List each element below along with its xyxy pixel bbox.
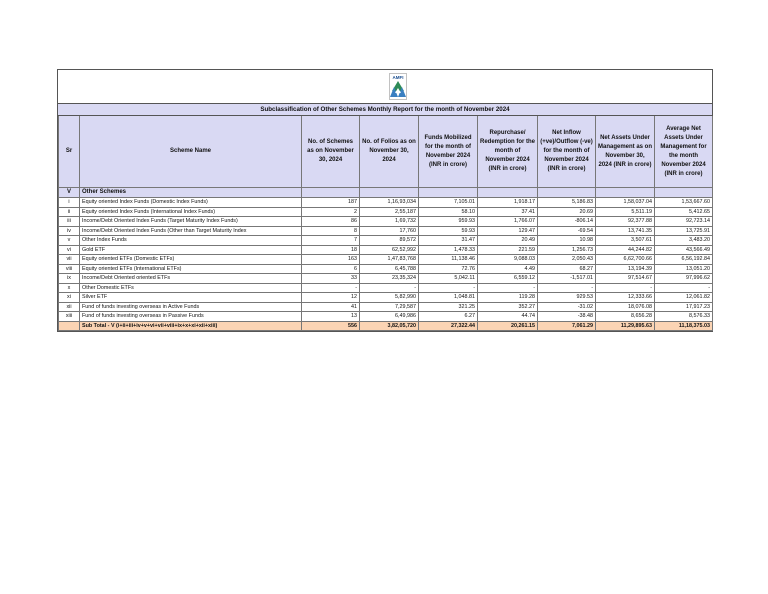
row-avg-aum: 1,53,667.60	[655, 198, 713, 208]
row-mobilized: 11,138.46	[419, 255, 478, 265]
row-net-aum: 97,514.67	[596, 274, 655, 284]
row-redemption: 44.74	[478, 312, 538, 322]
row-mobilized: 321.25	[419, 302, 478, 312]
report-sheet	[57, 69, 713, 332]
row-net-aum: 13,194.39	[596, 264, 655, 274]
row-mobilized: 27,322.44	[419, 321, 478, 331]
row-sr: vii	[59, 255, 80, 265]
row-scheme-name: Silver ETF	[80, 293, 302, 303]
row-avg-aum: 97,996.62	[655, 274, 713, 284]
row-net-aum: 44,244.82	[596, 245, 655, 255]
table-row	[59, 312, 713, 322]
row-net-flow: 7,061.29	[538, 321, 596, 331]
row-net-flow: -806.14	[538, 217, 596, 227]
row-net-aum: 12,333.66	[596, 293, 655, 303]
row-sr	[59, 321, 80, 331]
row-redemption: -	[478, 283, 538, 293]
table-row	[59, 283, 713, 293]
logo-row	[58, 70, 712, 104]
row-schemes: 6	[302, 264, 360, 274]
row-net-aum: 5,511.19	[596, 207, 655, 217]
row-folios: 1,47,83,768	[360, 255, 419, 265]
row-folios: 7,29,587	[360, 302, 419, 312]
header-row	[59, 116, 713, 188]
row-folios: 23,35,324	[360, 274, 419, 284]
row-folios: 89,572	[360, 236, 419, 246]
row-scheme-name: Equity oriented Index Funds (Domestic Index Funds)	[80, 198, 302, 208]
row-avg-aum: 6,56,192.84	[655, 255, 713, 265]
row-redemption: 37.41	[478, 207, 538, 217]
row-folios: 6,45,788	[360, 264, 419, 274]
row-scheme-name: Income/Debt Oriented oriented ETFs	[80, 274, 302, 284]
row-net-flow: 2,050.43	[538, 255, 596, 265]
row-schemes: 8	[302, 226, 360, 236]
row-avg-aum: 43,566.49	[655, 245, 713, 255]
row-scheme-name: Income/Debt Oriented Index Funds (Other than Target Maturity Index	[80, 226, 302, 236]
row-avg-aum: 13,725.91	[655, 226, 713, 236]
row-scheme-name: Income/Debt Oriented Index Funds (Target Maturity Index Funds)	[80, 217, 302, 227]
row-redemption: 1,766.07	[478, 217, 538, 227]
table-row	[59, 217, 713, 227]
report-title: Subclassification of Other Schemes Monthly Report for the month of November 2024	[58, 104, 712, 116]
row-redemption: 4.49	[478, 264, 538, 274]
row-avg-aum: 8,576.33	[655, 312, 713, 322]
table-row	[59, 198, 713, 208]
table-row	[59, 207, 713, 217]
row-net-aum: 92,377.88	[596, 217, 655, 227]
col-header-schemes: No. of Schemes as on November 30, 2024	[302, 116, 360, 188]
row-schemes: 12	[302, 293, 360, 303]
row-schemes: 18	[302, 245, 360, 255]
row-folios: 2,55,187	[360, 207, 419, 217]
row-folios: 5,82,990	[360, 293, 419, 303]
table-row	[59, 245, 713, 255]
row-folios: 1,16,93,034	[360, 198, 419, 208]
section-name: Other Schemes	[80, 188, 302, 198]
row-net-flow: 68.27	[538, 264, 596, 274]
row-folios: 3,82,05,720	[360, 321, 419, 331]
row-sr: ii	[59, 207, 80, 217]
row-mobilized: 7,105.01	[419, 198, 478, 208]
row-sr: v	[59, 236, 80, 246]
row-sr: vi	[59, 245, 80, 255]
table-row	[59, 236, 713, 246]
col-header-net-aum: Net Assets Under Management as on November 30, 2024 (INR in crore)	[596, 116, 655, 188]
row-schemes: 41	[302, 302, 360, 312]
row-schemes: 187	[302, 198, 360, 208]
table-row	[59, 274, 713, 284]
section-row	[59, 188, 713, 198]
row-mobilized: 58.10	[419, 207, 478, 217]
row-net-flow: -38.48	[538, 312, 596, 322]
row-schemes: 13	[302, 312, 360, 322]
row-net-flow: -1,517.01	[538, 274, 596, 284]
row-mobilized: 59.93	[419, 226, 478, 236]
row-sr: xiii	[59, 312, 80, 322]
section-sr: V	[59, 188, 80, 198]
row-redemption: 129.47	[478, 226, 538, 236]
row-redemption: 20.49	[478, 236, 538, 246]
row-net-aum: 6,62,700.66	[596, 255, 655, 265]
row-avg-aum: 12,061.82	[655, 293, 713, 303]
row-net-flow: 929.53	[538, 293, 596, 303]
row-folios: 6,49,986	[360, 312, 419, 322]
col-header-sr: Sr	[59, 116, 80, 188]
table-row	[59, 255, 713, 265]
row-redemption: 119.28	[478, 293, 538, 303]
col-header-redemption: Repurchase/ Redemption for the month of November 2024 (INR in crore)	[478, 116, 538, 188]
row-scheme-name: Fund of funds investing overseas in Passive Funds	[80, 312, 302, 322]
row-mobilized: 1,048.81	[419, 293, 478, 303]
row-scheme-name: Other Domestic ETFs	[80, 283, 302, 293]
amfi-logo-icon	[389, 73, 407, 100]
row-mobilized: 959.93	[419, 217, 478, 227]
row-net-flow: 5,186.83	[538, 198, 596, 208]
row-schemes: -	[302, 283, 360, 293]
row-mobilized: 5,042.11	[419, 274, 478, 284]
row-avg-aum: -	[655, 283, 713, 293]
subtotal-row	[59, 321, 713, 331]
row-schemes: 86	[302, 217, 360, 227]
row-folios: 1,69,732	[360, 217, 419, 227]
row-net-flow: 1,256.73	[538, 245, 596, 255]
row-net-aum: 18,076.08	[596, 302, 655, 312]
row-redemption: 9,088.03	[478, 255, 538, 265]
row-schemes: 163	[302, 255, 360, 265]
row-net-flow: 10.98	[538, 236, 596, 246]
row-avg-aum: 5,412.65	[655, 207, 713, 217]
row-schemes: 33	[302, 274, 360, 284]
table-row	[59, 302, 713, 312]
row-scheme-name: Other Index Funds	[80, 236, 302, 246]
row-sr: x	[59, 283, 80, 293]
col-header-avg-aum: Average Net Assets Under Management for the month November 2024 (INR in crore)	[655, 116, 713, 188]
row-redemption: 352.27	[478, 302, 538, 312]
row-net-flow: 20.69	[538, 207, 596, 217]
row-net-flow: -31.02	[538, 302, 596, 312]
row-net-aum: 13,741.35	[596, 226, 655, 236]
row-sr: ix	[59, 274, 80, 284]
row-redemption: 1,918.17	[478, 198, 538, 208]
row-scheme-name: Sub Total - V (i+ii+iii+iv+v+vi+vii+viii+ix+x+xi+xii+xiii)	[80, 321, 302, 331]
row-folios: 62,52,992	[360, 245, 419, 255]
row-sr: i	[59, 198, 80, 208]
row-scheme-name: Fund of funds investing overseas in Active Funds	[80, 302, 302, 312]
row-mobilized: 31.47	[419, 236, 478, 246]
row-mobilized: 1,478.33	[419, 245, 478, 255]
table-row	[59, 264, 713, 274]
table-row	[59, 226, 713, 236]
row-scheme-name: Equity oriented ETFs (International ETFs)	[80, 264, 302, 274]
row-sr: iii	[59, 217, 80, 227]
row-avg-aum: 17,917.23	[655, 302, 713, 312]
row-redemption: 20,261.15	[478, 321, 538, 331]
row-redemption: 6,559.12	[478, 274, 538, 284]
col-header-scheme-name: Scheme Name	[80, 116, 302, 188]
row-schemes: 556	[302, 321, 360, 331]
row-avg-aum: 13,051.20	[655, 264, 713, 274]
row-net-flow: -69.54	[538, 226, 596, 236]
row-folios: -	[360, 283, 419, 293]
row-avg-aum: 3,483.20	[655, 236, 713, 246]
row-mobilized: 6.27	[419, 312, 478, 322]
table-body	[59, 188, 713, 331]
table-row	[59, 293, 713, 303]
row-avg-aum: 11,18,375.03	[655, 321, 713, 331]
row-schemes: 2	[302, 207, 360, 217]
row-sr: xi	[59, 293, 80, 303]
row-net-aum: 8,656.28	[596, 312, 655, 322]
row-sr: iv	[59, 226, 80, 236]
row-net-aum: 3,507.61	[596, 236, 655, 246]
row-schemes: 7	[302, 236, 360, 246]
row-net-flow: -	[538, 283, 596, 293]
row-avg-aum: 92,723.14	[655, 217, 713, 227]
row-mobilized: -	[419, 283, 478, 293]
row-folios: 17,760	[360, 226, 419, 236]
row-sr: xii	[59, 302, 80, 312]
col-header-funds-mobilized: Funds Mobilized for the month of November 2024 (INR in crore)	[419, 116, 478, 188]
row-scheme-name: Equity oriented ETFs (Domestic ETFs)	[80, 255, 302, 265]
row-redemption: 221.59	[478, 245, 538, 255]
col-header-folios: No. of Folios as on November 30, 2024	[360, 116, 419, 188]
row-net-aum: -	[596, 283, 655, 293]
logo-text: AMFI	[392, 75, 404, 80]
row-scheme-name: Equity oriented Index Funds (International Index Funds)	[80, 207, 302, 217]
row-net-aum: 1,58,037.04	[596, 198, 655, 208]
row-scheme-name: Gold ETF	[80, 245, 302, 255]
row-mobilized: 72.76	[419, 264, 478, 274]
row-sr: viii	[59, 264, 80, 274]
col-header-net-flow: Net Inflow (+ve)/Outflow (-ve) for the month of November 2024 (INR in crore)	[538, 116, 596, 188]
row-net-aum: 11,29,895.63	[596, 321, 655, 331]
schemes-table	[58, 116, 713, 331]
